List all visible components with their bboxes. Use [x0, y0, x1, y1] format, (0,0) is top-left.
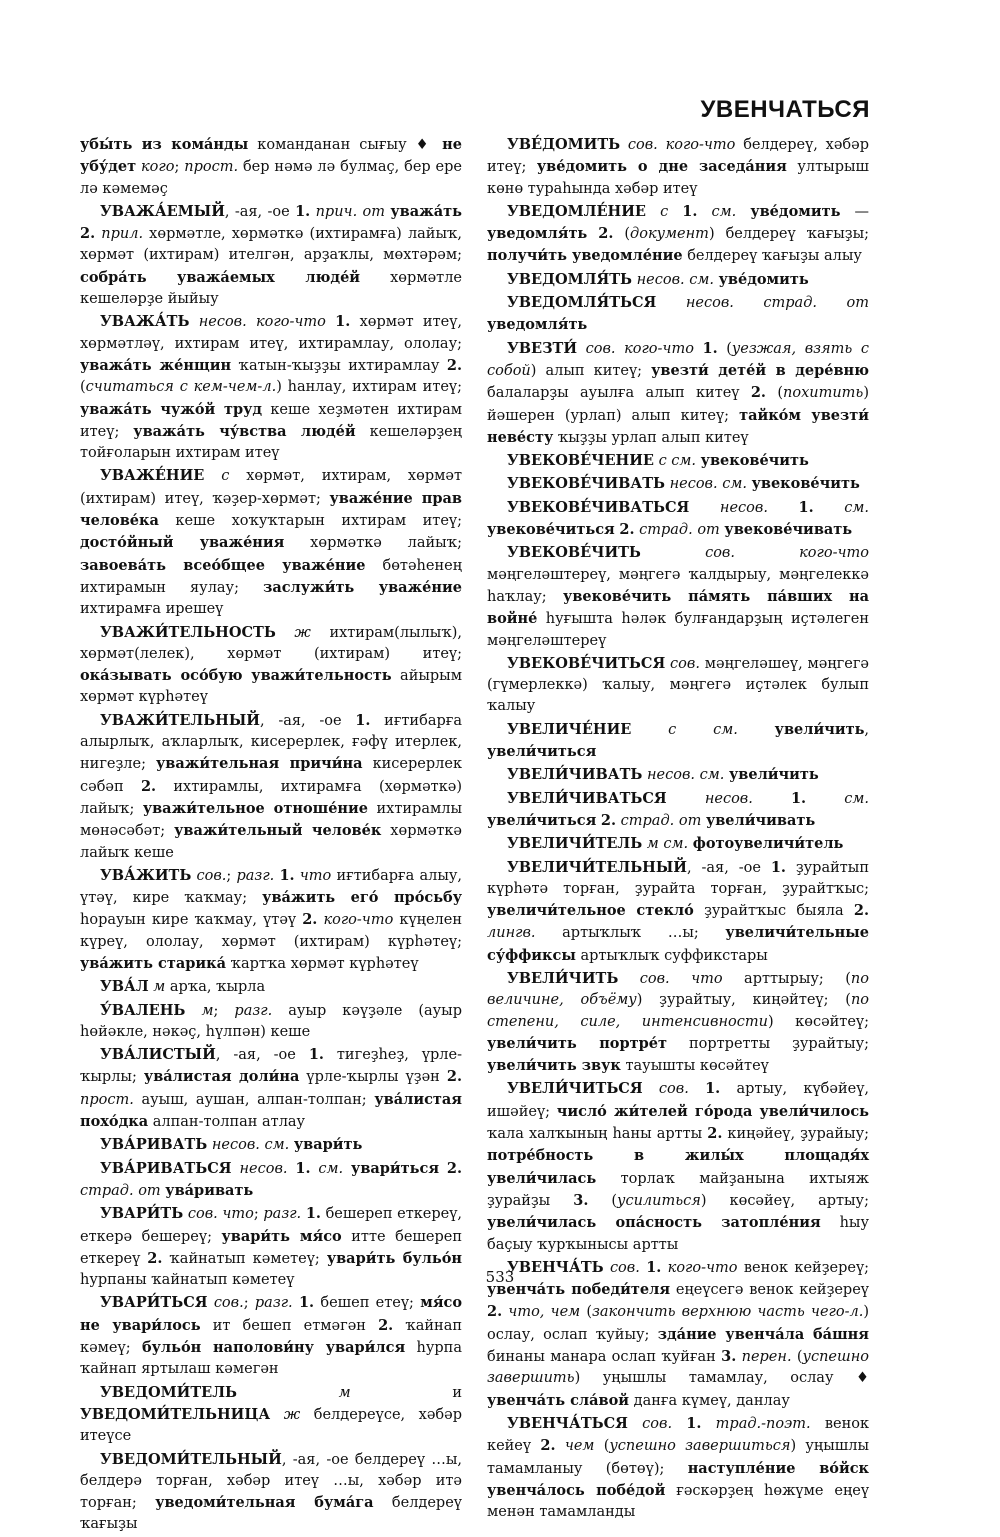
dictionary-entry: УВЕКОВЕ́ЧИТЬСЯ сов. мәңгеләшеү, мәңгегә (гүмерлеккә) ҡалыу, мәңгегә иҫтәлек булып ҡалыу [487, 654, 870, 715]
dictionary-entry: УВЕЛИ́ЧИВАТЬСЯ несов. 1. см. увели́читься 2. страд. от увели́чивать [487, 789, 869, 829]
right-column [487, 134, 869, 1524]
left-column [80, 134, 462, 1537]
dictionary-entry: УВЕКОВЕ́ЧИТЬ сов. кого-что мәңгеләштереү, мәңгегә ҡалдырыу, мәңгелеккә һаҡлау; увекове́чить па́мять па́вших на войне́ һуғышта һәләк булғандарҙың иҫтәлеген мәңгеләштереү [487, 544, 869, 649]
dictionary-entry: УВЕДОМЛЕ́НИЕ с 1. см. уве́домить — уведомля́ть 2. (документ) белдереү ҡағыҙы; получи́ть уведомле́ние белдереү ҡағыҙы алыу [487, 202, 870, 265]
page-number: 533 [485, 1268, 515, 1286]
dictionary-entry: УВЕКОВЕ́ЧЕНИЕ с см. увекове́чить [507, 452, 809, 470]
dictionary-entry: УВА́Л м арҡа, ҡырла [100, 978, 266, 996]
running-head: УВЕНЧАТЬСЯ [700, 96, 870, 123]
dictionary-entry: УВАРИ́ТЬ сов. что; разг. 1. бешереп еткереү, еткерә бешереү; увари́ть мя́со итте бешереп еткереү 2. ҡайнатып кәметеү; увари́ть бульо́н һурпаны ҡайнатып кәметеү [80, 1205, 463, 1289]
dictionary-entry: УВЕЛИЧИ́ТЕЛЬ м см. фотоувеличи́тель [507, 835, 844, 853]
dictionary-entry: УВЕНЧА́ТЬСЯ сов. 1. трад.-поэт. венок кейеү 2. чем (успешно завершиться) уңышлы тамамланыу (бөтөү); наступле́ние во́йск увенча́лось побе́дой ғәскәрҙең һөжүме еңеү менән тамамланды [487, 1414, 870, 1521]
dictionary-entry: УВЕЛИ́ЧИТЬ сов. что арттырыу; (по величине, объёму) ҙурайтыу, киңәйтеү; (по степени, силе, интенсивности) көсәйтеү; увели́чить портре́т портретты ҙурайтыу; увели́чить звук тауышты көсәйтеү [487, 969, 870, 1075]
dictionary-entry: УВА́ЛИСТЫЙ, -ая, -ое 1. тигеҙһеҙ, үрле-ҡырлы; ува́листая доли́на үрле-ҡырлы үҙән 2. прост. ауыш, аушан, алпан-толпан; ува́листая похо́дка алпан-толпан атлау [80, 1046, 462, 1131]
dictionary-entry: УВЕЛИ́ЧИТЬСЯ сов. 1. артыу, күбәйеү, ишәйеү; число́ жи́телей го́рода увели́чилось ҡала халҡының һаны артты 2. киңәйеү, ҙурайыу; потре́бность в жилы́х площадя́х увели́чилась торлаҡ майҙанына ихтыяж ҙурайҙы 3. (усилиться) көсәйеү, артыу; увели́чилась опа́сность затопле́ния һыу баçыу ҡурҡынысы артты [487, 1080, 870, 1253]
dictionary-entry: УВЕКОВЕ́ЧИВАТЬ несов. см. увекове́чить [507, 475, 860, 493]
dictionary-entry: УВЕНЧА́ТЬ сов. 1. кого-что венок кейҙереү; увенча́ть победи́теля еңеүсегә венок кейҙереү 2. что, чем (закончить верхнюю часть чего-л.) ослау, ослап ҡуйыу; зда́ние увенча́ла ба́шня бинаны манара ослап ҡуйған 3. перен. (успешно завершить) уңышлы тамамлау, ослау ♦ увенча́ть сла́вой данға күмеү, данлау [487, 1258, 870, 1409]
dictionary-entry: УВА́РИВАТЬ несов. см. увари́ть [100, 1136, 363, 1154]
dictionary-entry: УВА́ЖИТЬ сов.; разг. 1. что иғтибарға алыу, үтәү, кире ҡаҡмау; ува́жить его́ про́сьбу һорауын кире ҡаҡмау, үтәү 2. кого-что күңелен күреү, ололау, хөрмәт (ихтирам) күрһәтеү; ува́жить старика́ ҡартҡа хөрмәт күрһәтеү [80, 866, 463, 972]
dictionary-entry: УВА́РИВАТЬСЯ несов. 1. см. увари́ться 2. страд. от ува́ривать [80, 1159, 463, 1199]
dictionary-entry: УВЕЗТИ́ сов. кого-что 1. (уезжая, взять с собой) алып китеү; увезти́ дете́й в дере́вню балаларҙы ауылға алып китеү 2. (похитить) йәшерен (урлап) алып китеү; тайко́м увезти́ неве́сту ҡыҙҙы урлап алып китеү [487, 339, 869, 446]
dictionary-entry: УВЕДОМИ́ТЕЛЬНЫЙ, -ая, -ое белдереү …ы, белдерә торған, хәбәр итеү …ы, хәбәр итә торған; уведоми́тельная бума́га белдереү ҡағыҙы [80, 1450, 462, 1533]
dictionary-entry: УВЕКОВЕ́ЧИВАТЬСЯ несов. 1. см. увекове́читься 2. страд. от увекове́чивать [487, 498, 870, 539]
dictionary-entry: УВАЖА́ЕМЫЙ, -ая, -ое 1. прич. от уважа́ть 2. прил. хөрмәтле, хөрмәткә (ихтирамға) лайыҡ, хөрмәт (ихтирам) ителгән, арҙаҡлы, мөхтәрәм; собра́ть уважа́емых люде́й хөрмәтле кешеләрҙе йыйыу [80, 202, 463, 308]
dictionary-entry: УВЕЛИЧЕ́НИЕ с см. увели́чить, увели́читься [487, 720, 870, 761]
dictionary-entry: УВАЖА́ТЬ несов. кого-что 1. хөрмәт итеү, хөрмәтләү, ихтирам итеү, ихтирамлау, ололау; уважа́ть же́нщин ҡатын-ҡыҙҙы ихтирамлау 2. (считаться с кем-чем-л.) һанлау, ихтирам итеү; уважа́ть чужо́й труд кеше хеҙмәтен ихтирам итеү; уважа́ть чу́вства люде́й кешеләрҙең тойғоларын ихтирам итеү [80, 313, 463, 462]
dictionary-entry: УВЕДОМЛЯ́ТЬ несов. см. уве́домить [507, 270, 809, 288]
dictionary-entry: убы́ть из кома́нды команданан сығыу ♦ не убу́дет кого; прост. бер нәмә лә булмаç, бер ере лә кәмемәç [80, 136, 463, 197]
dictionary-entry: УВАЖИ́ТЕЛЬНОСТЬ ж ихтирам(лылыҡ), хөрмәт(лелек), хөрмәт (ихтирам) итеү; ока́зывать осо́бую уважи́тельность айырым хөрмәт күрһәтеү [80, 623, 463, 706]
dictionary-entry: УВАЖИ́ТЕЛЬНЫЙ, -ая, -ое 1. иғтибарға алырлыҡ, аҡларлыҡ, кисерерлек, ғәфү итерлек, нигеҙле; уважи́тельная причи́на кисерерлек сәбәп 2. ихтирамлы, ихтирамға (хөрмәткә) лайыҡ; уважи́тельное отноше́ние ихтирамлы мөнәсәбәт; уважи́тельный челове́к хөрмәткә лайыҡ кеше [80, 711, 463, 861]
dictionary-entry: УВАЖЕ́НИЕ с хөрмәт, ихтирам, хөрмәт (ихтирам) итеү, ҡәҙер-хөрмәт; уваже́ние прав челове́ка кеше хоҡуҡтарын ихтирам итеү; досто́йный уваже́ния хөрмәткә лайыҡ; завоева́ть всео́бщее уваже́ние бөтәһенең ихтирамын яулау; заслужи́ть уваже́ние ихтирамға ирешеү [80, 467, 463, 618]
dictionary-entry: УВЕ́ДОМИТЬ сов. кого-что белдереү, хәбәр итеү; уве́домить о дне заседа́ния ултырыш көнө тураһында хәбәр итеү [487, 136, 870, 197]
dictionary-entry: УВЕДОМИ́ТЕЛЬ м и УВЕДОМИ́ТЕЛЬНИЦА ж белдереүсе, хәбәр итеүсе [80, 1383, 463, 1445]
dictionary-entry: УВЕДОМЛЯ́ТЬСЯ несов. страд. от уведомля́ть [487, 294, 869, 334]
dictionary-entry: УВАРИ́ТЬСЯ сов.; разг. 1. бешеп етеү; мя́со не увари́лось ит бешеп етмәгән 2. ҡайнап кәмеү; бульо́н наполови́ну увари́лся һурпа ҡайнап яртылаш кәмегән [80, 1294, 463, 1378]
dictionary-entry: УВЕЛИ́ЧИВАТЬ несов. см. увели́чить [507, 766, 819, 784]
dictionary-entry: УВЕЛИЧИ́ТЕЛЬНЫЙ, -ая, -ое 1. ҙурайтып күрһәтә торған, ҙурайта торған, ҙурайтҡыс; увеличи́тельное стекло́ ҙурайтҡыс быяла 2. лингв. артыҡлыҡ …ы; увеличи́тельные су́ффиксы артыҡлыҡ суффикстары [487, 858, 869, 964]
dictionary-entry: У́ВАЛЕНЬ м; разг. ауыр кәүҙәле (ауыр һөйәкле, нәкәç, һүлпән) кеше [80, 1001, 463, 1040]
